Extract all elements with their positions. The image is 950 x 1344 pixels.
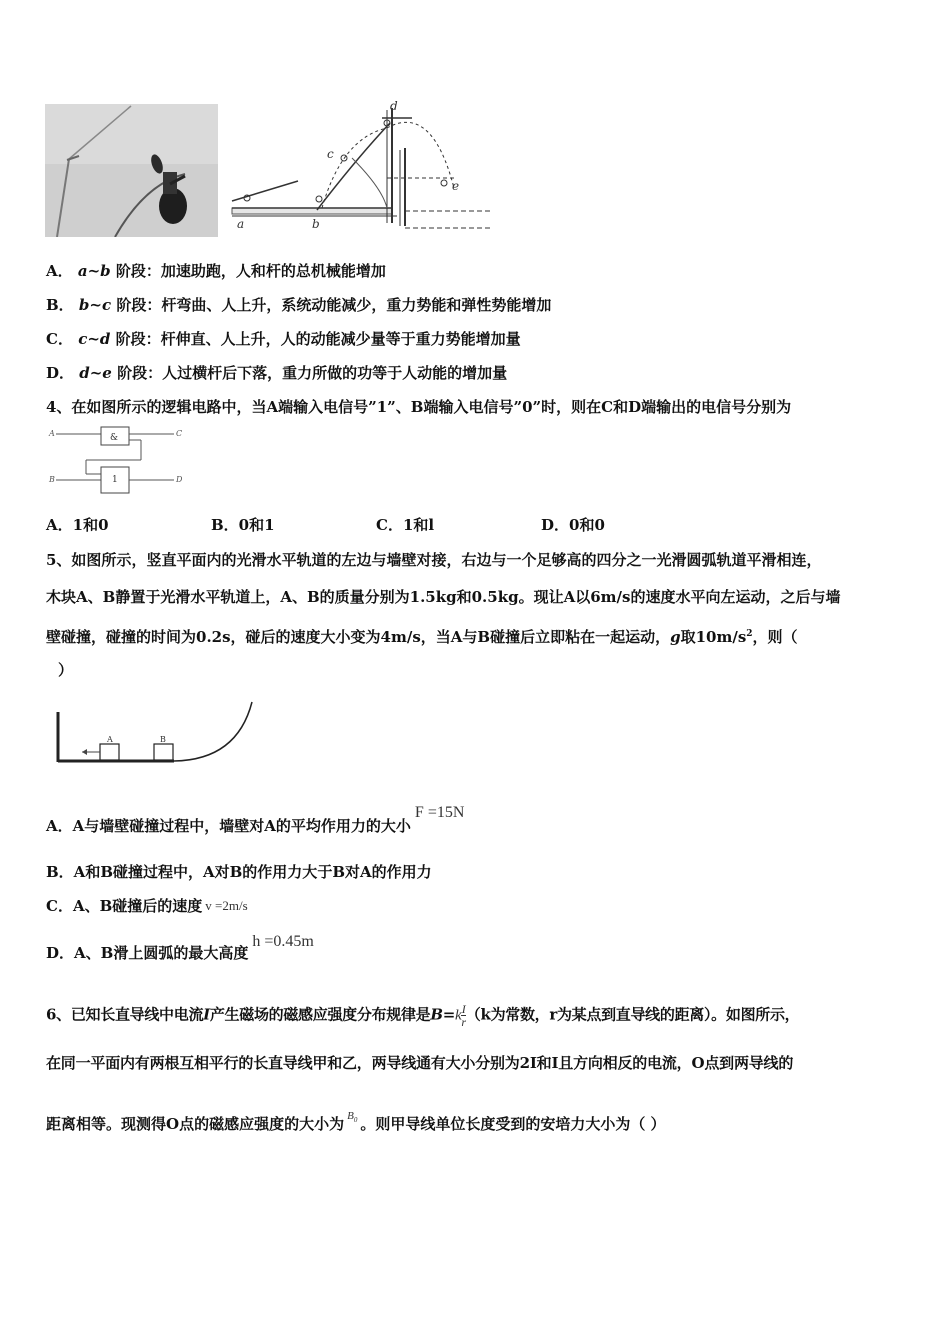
label-d: d	[390, 99, 398, 113]
terminal-b: B	[49, 475, 55, 484]
label-c: c	[327, 147, 334, 161]
pole-vault-photo	[45, 104, 218, 237]
q6-stem-line-1: 6、已知长直导线中电流I产生磁场的磁感应强度分布规律是B=k $\frac{I}{r}$ （k为常数，r为某点到直导线的距离）。如图所示，	[46, 1002, 800, 1029]
q5-stem-line-1: 5、如图所示，竖直平面内的光滑水平轨道的左边与墙壁对接，右边与一个足够高的四分之一光滑圆弧轨道平滑相连，	[46, 551, 822, 569]
q3-option-c: C． c~d 阶段：杆伸直、人上升，人的动能减少量等于重力势能增加量	[46, 330, 521, 348]
b-formula-fraction: $\frac{I}{r}$	[461, 1002, 466, 1029]
label-b: b	[312, 217, 320, 231]
q3-option-b: B． b~c 阶段：杆弯曲、人上升，系统动能减少，重力势能和弹性势能增加	[46, 296, 552, 314]
block-b-label: B	[160, 735, 166, 744]
q4-option-a: A．1和0	[46, 516, 109, 534]
q5-option-b: B．A和B碰撞过程中，A对B的作用力大于B对A的作用力	[46, 863, 432, 881]
terminal-c: C	[176, 429, 183, 438]
label-a: a	[237, 217, 245, 231]
q5-stem-line-2: 木块A、B静置于光滑水平轨道上，A、B的质量分别为1.5kg和0.5kg。现让A以6m/s的速度水平向左运动，之后与墙	[46, 588, 841, 606]
pole-vault-diagram	[222, 98, 494, 240]
q5-stem-line-3: 壁碰撞，碰撞的时间为0.2s，碰后的速度大小变为4m/s，当A与B碰撞后立即粘在一起运动，g取$10m/s^2$，则（	[46, 628, 798, 646]
label-e: e	[452, 179, 460, 193]
not-gate-label: 1	[112, 475, 118, 485]
terminal-d: D	[176, 475, 183, 484]
q5-stem-line-4: ）	[58, 661, 74, 679]
q3-option-a: A． a~b 阶段：加速助跑，人和杆的总机械能增加	[46, 262, 386, 280]
q4-option-c: C．1和l	[376, 516, 435, 534]
q4-stem: 4、在如图所示的逻辑电路中，当A端输入电信号”1”、B端输入电信号”0”时，则在C和D端输出的电信号分别为	[46, 398, 792, 416]
q5-option-a: A．A与墙壁碰撞过程中，墙壁对A的平均作用力的大小F =15N	[46, 804, 465, 835]
track-diagram	[52, 700, 257, 768]
terminal-a: A	[49, 429, 55, 438]
q4-option-b: B．0和1	[211, 516, 275, 534]
logic-circuit-diagram	[46, 424, 186, 502]
q4-option-d: D．0和0	[541, 516, 605, 534]
and-gate-label: &	[110, 433, 119, 443]
block-a-label: A	[107, 735, 113, 744]
q6-stem-line-3: 距离相等。现测得O点的磁感应强度的大小为 $^{B_0}$ 。则甲导线单位长度受到的安培力大小为（ ）	[46, 1110, 666, 1133]
q5-option-d: D．A、B滑上圆弧的最大高度h =0.45m	[46, 933, 314, 962]
q3-option-d: D． d~e 阶段：人过横杆后下落，重力所做的功等于人动能的增加量	[46, 364, 508, 382]
q5-option-c: C．A、B碰撞后的速度 v =2m/s	[46, 897, 248, 915]
q6-stem-line-2: 在同一平面内有两根互相平行的长直导线甲和乙，两导线通有大小分别为2I和I且方向相反的电流，O点到两导线的	[46, 1054, 794, 1072]
